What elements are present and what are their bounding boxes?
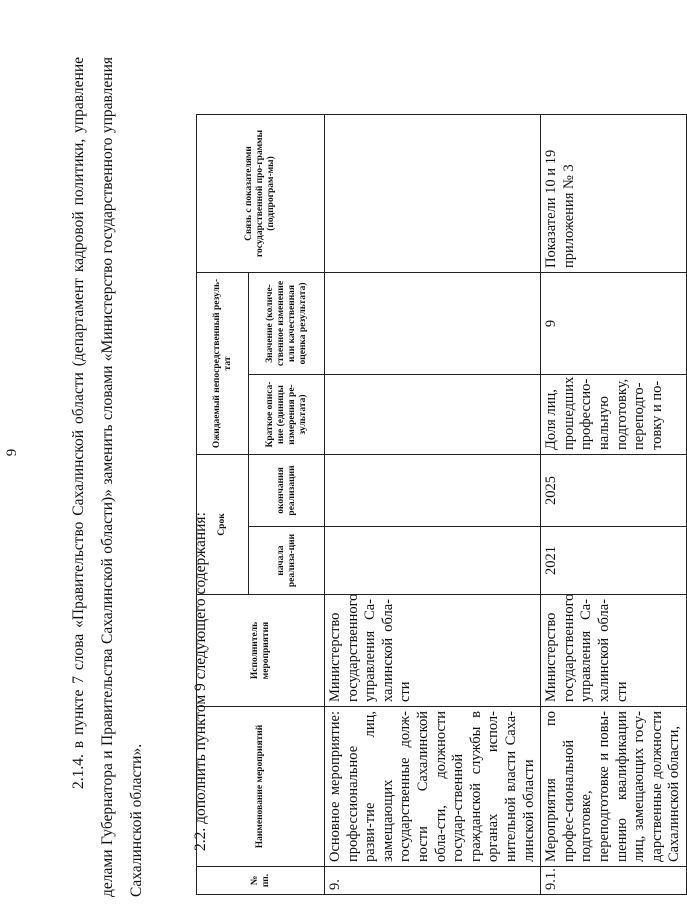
amendment-paragraph-2-1-4: 2.1.4. в пункте 7 слова «Правительство Сахалинской области (департамент кадровой политики, управление делами Губернатора и Правительства Сахалинской области)» заменить словами «Министерство государственного управления Сахалинской области». <box>69 57 145 897</box>
table-row <box>541 114 687 894</box>
cell-result-value <box>325 272 541 374</box>
cell-link <box>325 114 541 272</box>
page-number: 9 <box>4 448 20 457</box>
table-row <box>325 114 541 894</box>
cell-end: 2025 <box>541 455 687 527</box>
cell-result-value: 9 <box>541 272 687 374</box>
cell-executor: Министерство государственного управления Са-халинской обла-сти <box>541 595 687 707</box>
measures-table <box>196 114 687 895</box>
header-executor: Исполнитель мероприятия <box>197 595 325 707</box>
cell-result-desc <box>325 375 541 455</box>
table-header-row <box>197 114 249 894</box>
cell-start: 2021 <box>541 527 687 595</box>
header-term-end: окончания реализации <box>249 455 325 527</box>
header-num: № пп. <box>197 867 325 895</box>
header-term: Срок <box>197 455 249 595</box>
cell-start <box>325 527 541 595</box>
cell-result-desc: Доля лиц, прошедших профессио-нальную подготовку, переподго-товку и по- <box>541 375 687 455</box>
cell-num: 9. <box>325 867 541 895</box>
cell-end <box>325 455 541 527</box>
cell-name: Основное мероприятие: профессиональное разви-тие лиц, замещающих государственные долж-ности Сахалинской обла-сти, должности государ-ственной гражданской службы в органах испол-нительной власти Саха-линской области <box>325 707 541 867</box>
header-result-desc: Краткое описа-ние (единицы измерения ре-зультата) <box>249 375 325 455</box>
cell-num: 9.1. <box>541 867 687 895</box>
header-name: Наименование мероприятий <box>197 707 325 867</box>
cell-name: Мероприятия по профес-сиональной подготовке, переподготовке и повы-шению квалификации лиц, замещающих госу-дарственные должности Сахалинской области, <box>541 707 687 867</box>
cell-executor: Министерство государственного управления Са-халинской обла-сти <box>325 595 541 707</box>
header-result-value: Значение (количе-ственное изменение или качественная оценка результата) <box>249 272 325 374</box>
amendment-paragraph-2-2: 2.2. дополнить пунктом 9 следующего содержания: <box>191 512 209 851</box>
header-link: Связь с показателями государственной про-граммы (подпрограм-мы) <box>197 114 325 272</box>
header-result: Ожидаемый непосредственный резуль-тат <box>197 272 249 454</box>
cell-link: Показатели 10 и 19 приложения № 3 <box>541 114 687 272</box>
header-term-start: начала реализа-ции <box>249 527 325 595</box>
